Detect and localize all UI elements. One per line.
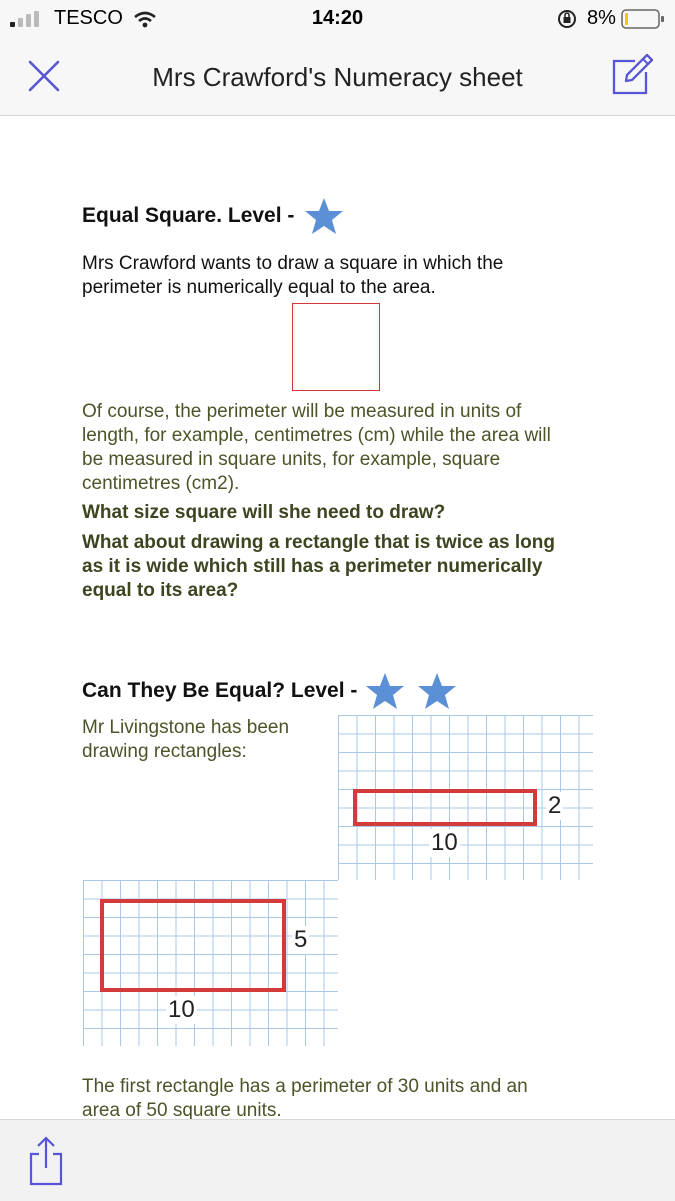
- text-line: perimeter is numerically equal to the area.: [82, 277, 436, 298]
- grid-diagram-a: [338, 715, 593, 880]
- text-line: Mrs Crawford wants to draw a square in which the: [82, 253, 504, 274]
- clock: 14:20: [311, 7, 364, 29]
- star-icon: [364, 671, 406, 711]
- section-heading: Can They Be Equal? Level -: [82, 679, 358, 702]
- section1-explanation: [82, 400, 652, 496]
- question-square-size: What size square will she need to draw?: [82, 502, 446, 523]
- height-label: 5: [294, 926, 308, 953]
- question-rectangle: [82, 531, 652, 603]
- text-line: Mr Livingstone has been: [82, 717, 290, 738]
- section-can-they-be-equal-heading: [82, 671, 458, 711]
- rotation-lock-icon: [557, 9, 577, 29]
- text-line: length, for example, centimetres (cm) while the area will: [82, 425, 551, 446]
- bottom-toolbar: [0, 1119, 675, 1201]
- section-heading: Equal Square. Level -: [82, 204, 295, 227]
- carrier-name: TESCO: [54, 7, 123, 29]
- text-line: Of course, the perimeter will be measured in units of: [82, 401, 522, 422]
- section2-summary: [82, 1075, 652, 1119]
- text-line: equal to its area?: [82, 580, 239, 601]
- nav-bar: [0, 38, 675, 116]
- text-line: centimetres (cm2).: [82, 473, 240, 494]
- rectangle-shape: [100, 899, 286, 992]
- width-label: 10: [168, 996, 195, 1023]
- text-line: What about drawing a rectangle that is twice as long: [82, 532, 555, 553]
- share-icon: [26, 1134, 66, 1188]
- edit-button[interactable]: [608, 52, 656, 98]
- star-icon: [416, 671, 458, 711]
- section-equal-square-heading: [82, 196, 345, 236]
- square-diagram: [292, 303, 380, 391]
- rectangle-shape: [353, 789, 537, 826]
- width-label: 10: [431, 829, 458, 856]
- text-line: area of 50 square units.: [82, 1100, 282, 1119]
- height-label: 2: [548, 792, 562, 819]
- battery-icon: [621, 9, 665, 29]
- battery-percent: 8%: [587, 7, 616, 29]
- section2-intro: [82, 716, 332, 764]
- status-bar: [0, 0, 675, 38]
- text-line: The first rectangle has a perimeter of 30 units and an: [82, 1076, 528, 1097]
- text-line: as it is wide which still has a perimeter numerically: [82, 556, 543, 577]
- page-title: Mrs Crawford's Numeracy sheet: [152, 62, 523, 92]
- section1-intro: [82, 252, 642, 300]
- text-line: be measured in square units, for example, square: [82, 449, 501, 470]
- grid-diagram-b: [83, 880, 338, 1046]
- share-button[interactable]: [26, 1134, 66, 1188]
- text-line: drawing rectangles:: [82, 741, 247, 762]
- edit-icon: [608, 52, 656, 98]
- document-content[interactable]: [0, 116, 675, 1119]
- star-icon: [303, 196, 345, 236]
